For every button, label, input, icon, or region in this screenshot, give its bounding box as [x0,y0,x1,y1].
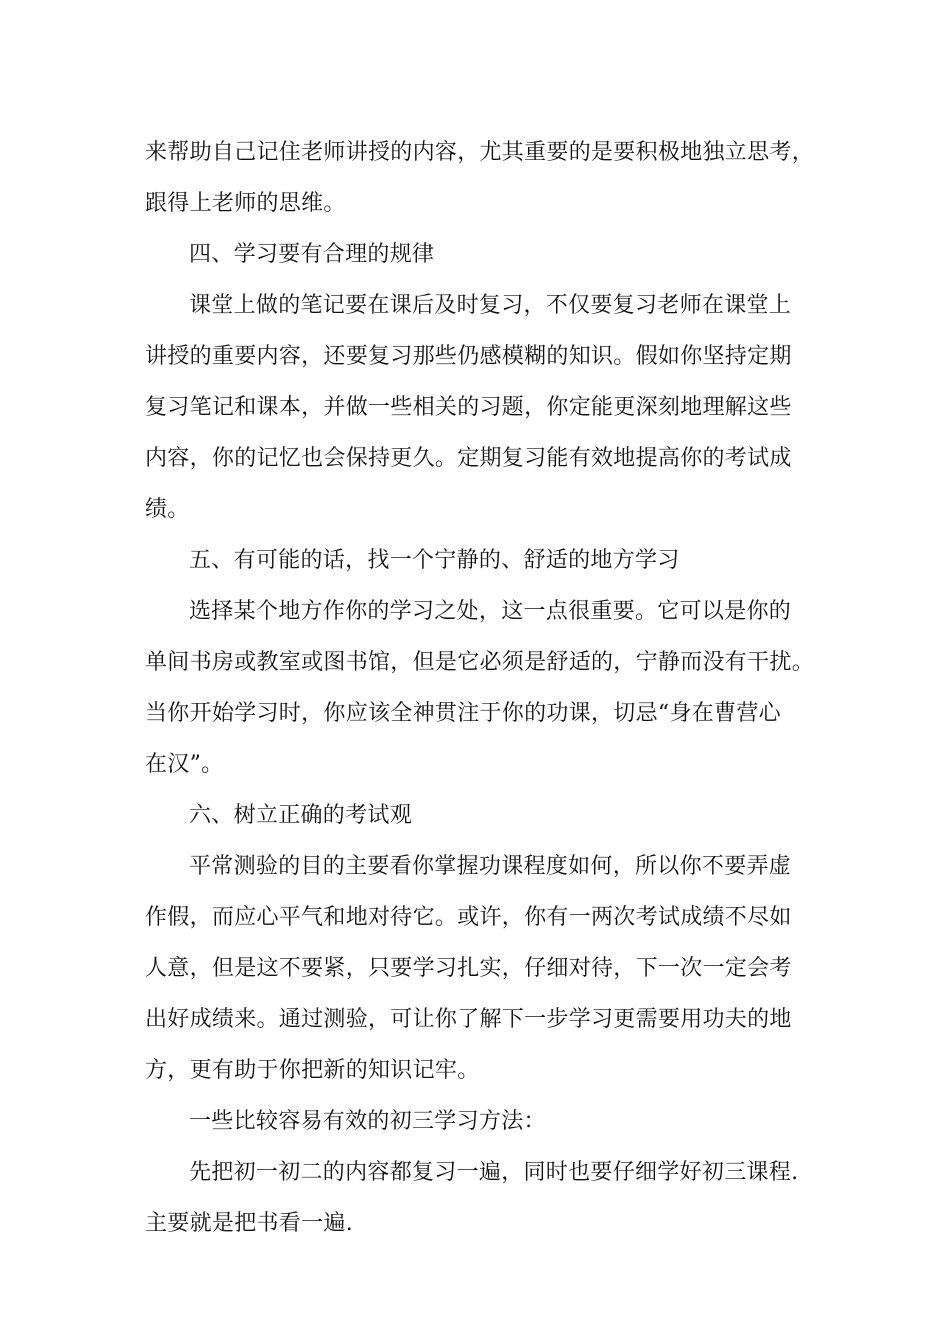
paragraph-line: 跟得上老师的思维。 [145,191,346,216]
paragraph-line: 课堂上做的笔记要在课后及时复习，不仅要复习老师在课堂上 [189,293,792,318]
paragraph-line: 单间书房或教室或图书馆，但是它必须是舒适的，宁静而没有干扰。 [145,650,815,675]
paragraph-line: 主要就是把书看一遍. [145,1211,353,1236]
paragraph-line: 复习笔记和课本，并做一些相关的习题，你定能更深刻地理解这些 [145,395,792,420]
paragraph-line: 来帮助自己记住老师讲授的内容，尤其重要的是要积极地独立思考， [145,140,815,165]
paragraph-line: 在汉”。 [145,752,224,777]
paragraph-line: 人意，但是这不要紧，只要学习扎实，仔细对待，下一次一定会考 [145,956,792,981]
paragraph-line: 平常测验的目的主要看你掌握功课程度如何，所以你不要弄虚 [189,854,792,879]
paragraph-line: 作假，而应心平气和地对待它。或许，你有一两次考试成绩不尽如 [145,905,792,930]
paragraph-line: 绩。 [145,497,190,522]
section-heading: 六、树立正确的考试观 [189,803,413,828]
section-heading: 四、学习要有合理的规律 [189,242,435,267]
subsection-heading: 一些比较容易有效的初三学习方法： [189,1109,546,1134]
paragraph-line: 选择某个地方作你的学习之处，这一点很重要。它可以是你的 [189,599,792,624]
section-heading: 五、有可能的话，找一个宁静的、舒适的地方学习 [189,548,680,573]
paragraph-line: 讲授的重要内容，还要复习那些仍感模糊的知识。假如你坚持定期 [145,344,792,369]
paragraph-line: 先把初一初二的内容都复习一遍，同时也要仔细学好初三课程. [189,1160,799,1185]
paragraph-line: 当你开始学习时，你应该全神贯注于你的功课，切忌“身在曹营心 [145,701,781,726]
paragraph-line: 内容，你的记忆也会保持更久。定期复习能有效地提高你的考试成 [145,446,792,471]
paragraph-line: 方，更有助于你把新的知识记牢。 [145,1058,480,1083]
paragraph-line: 出好成绩来。通过测验，可让你了解下一步学习更需要用功夫的地 [145,1007,792,1032]
document-body [145,127,815,1249]
